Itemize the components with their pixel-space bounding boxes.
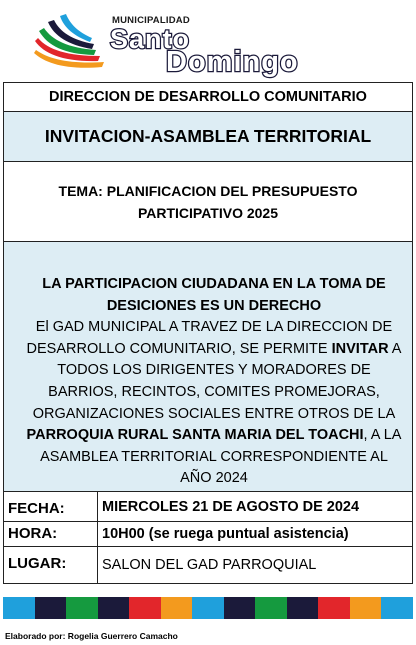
- lugar-value: SALON DEL GAD PARROQUIAL: [97, 546, 413, 584]
- department-heading: DIRECCION DE DESARROLLO COMUNITARIO: [3, 82, 413, 112]
- invitation-title: INVITACION-ASAMBLEA TERRITORIAL: [3, 111, 413, 162]
- color-stripe: [192, 597, 224, 619]
- logo-swoosh-icon: [34, 10, 110, 78]
- color-stripe: [350, 597, 382, 619]
- logo-santo-text: Santo: [110, 24, 191, 54]
- tema-line-1: TEMA: PLANIFICACION DEL PRESUPUESTO: [58, 182, 358, 199]
- color-stripe: [224, 597, 256, 619]
- body-bold-invitar: INVITAR: [331, 340, 389, 357]
- fecha-label: FECHA:: [3, 491, 98, 522]
- body-headline-1: LA PARTICIPACION CIUDADANA EN LA TOMA DE: [42, 276, 386, 292]
- body-bold-parroquia: PARROQUIA RURAL SANTA MARIA DEL TOACHI: [26, 427, 364, 444]
- color-stripe: [129, 597, 161, 619]
- body-text-1: El GAD MUNICIPAL A TRAVEZ DE LA DIRECCION DE DESARROLLO COMUNITARIO, SE PERMITE: [26, 319, 393, 357]
- color-stripe: [3, 597, 35, 619]
- hora-value: 10H00 (se ruega puntual asistencia): [97, 521, 413, 547]
- body-text-3: , A LA ASAMBLEA TERRITORIAL CORRESPONDIENTE AL AÑO 2024: [40, 427, 402, 487]
- body-text-2: A TODOS LOS DIRIGENTES Y MORADORES DE BARRIOS, RECINTOS, COMITES PROMEJORAS, ORGANIZACIONES SOCIALES ENTRE OTROS DE LA: [32, 340, 402, 422]
- logo-municipalidad-text: MUNICIPALIDAD: [112, 15, 190, 26]
- body-paragraph: [24, 317, 404, 490]
- invitation-body: [3, 241, 413, 492]
- color-stripe: [255, 597, 287, 619]
- fecha-value: MIERCOLES 21 DE AGOSTO DE 2024: [97, 491, 413, 522]
- color-stripe: [35, 597, 67, 619]
- color-stripe: [66, 597, 98, 619]
- hora-label: HORA:: [3, 521, 98, 547]
- logo-domingo-text: Domingo: [166, 46, 299, 78]
- color-stripe: [318, 597, 350, 619]
- body-headline-2: DESICIONES ES UN DERECHO: [106, 297, 322, 314]
- lugar-label: LUGAR:: [3, 546, 98, 584]
- tema-block: [3, 161, 413, 242]
- color-stripe: [381, 597, 413, 619]
- footer-credit: Elaborado por: Rogelia Guerrero Camacho: [5, 631, 178, 641]
- tema-line-2: PARTICIPATIVO 2025: [137, 204, 279, 221]
- color-stripe-band: [3, 597, 413, 619]
- color-stripe: [98, 597, 130, 619]
- municipality-logo: [34, 10, 354, 78]
- color-stripe: [161, 597, 193, 619]
- color-stripe: [287, 597, 319, 619]
